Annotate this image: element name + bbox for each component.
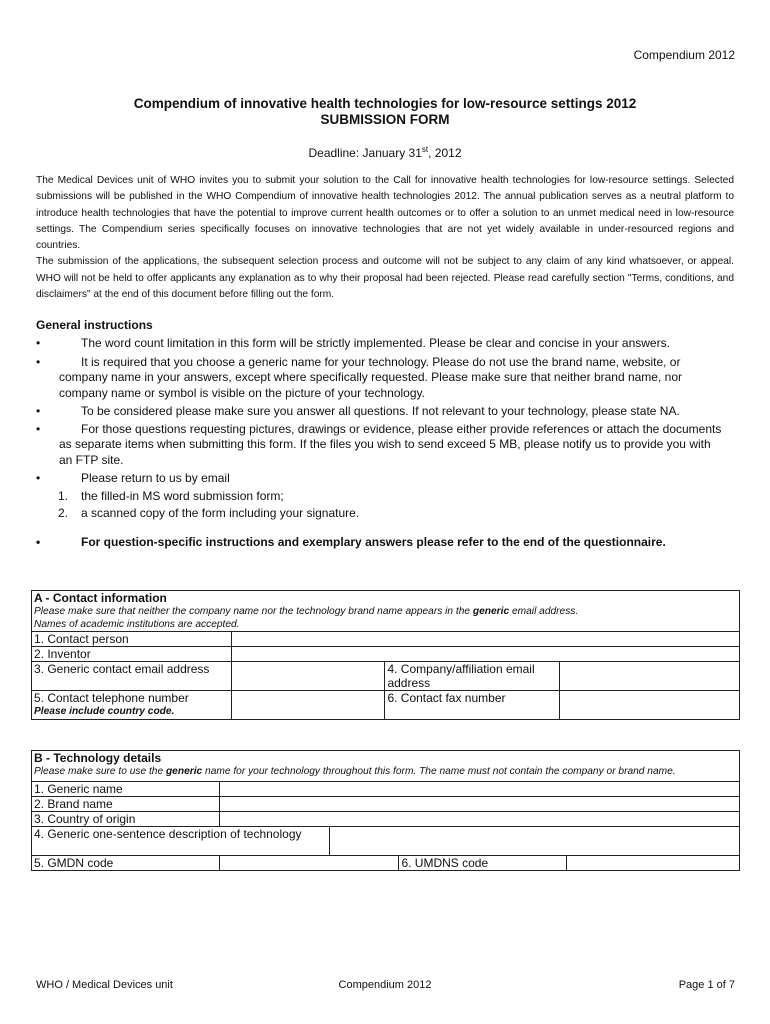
country-field[interactable] xyxy=(219,812,739,827)
deadline-ordinal: st xyxy=(421,145,429,154)
telephone-label xyxy=(32,691,232,720)
intro-text xyxy=(36,173,734,303)
bullet-marker: • xyxy=(36,336,41,350)
technology-section-note: Please make sure to use the generic name for your technology throughout this form. The name must not contain the company or brand name. xyxy=(34,766,676,777)
deadline xyxy=(0,145,770,160)
bullet-marker: • xyxy=(36,471,41,485)
telephone-label-text: 5. Contact telephone number xyxy=(34,691,189,705)
generic-name-field[interactable] xyxy=(219,782,739,797)
inventor-label: 2. Inventor xyxy=(32,647,232,662)
footer-center: Compendium 2012 xyxy=(338,979,432,991)
telephone-note: Please include country code. xyxy=(34,706,175,717)
deadline-suffix: , 2012 xyxy=(428,146,462,160)
umdns-field[interactable] xyxy=(567,856,740,871)
page-number: Page 1 of 7 xyxy=(678,979,735,991)
contact-person-field[interactable] xyxy=(231,632,739,647)
instruction-text: For those questions requesting pictures, drawings or evidence, please either provide references or attach the documents as separate items when submitting this form. If the files you wish to send exceed 5 MB, please notify us to provide you with an FTP site. xyxy=(59,422,722,467)
brand-name-label: 2. Brand name xyxy=(32,797,220,812)
instruction-bullet xyxy=(36,355,726,401)
instruction-text: It is required that you choose a generic name for your technology. Please do not use the brand name, website, or company name in your answers, except where specifically requested. Please make sure that neither brand name, nor company name or symbol is visible on the picture of your technology. xyxy=(59,355,682,400)
instruction-text: Please return to us by email xyxy=(81,471,230,485)
deadline-prefix: Deadline: January 31 xyxy=(308,146,422,160)
fax-field[interactable] xyxy=(560,691,740,720)
technology-section-title: B - Technology details xyxy=(34,751,162,765)
gmdn-label: 5. GMDN code xyxy=(32,856,220,871)
inventor-field[interactable] xyxy=(231,647,739,662)
country-label: 3. Country of origin xyxy=(32,812,220,827)
return-item-text: the filled-in MS word submission form; xyxy=(81,489,284,503)
generic-email-label: 3. Generic contact email address xyxy=(32,662,232,691)
instruction-text: The word count limitation in this form will be strictly implemented. Please be clear and concise in your answers. xyxy=(81,336,670,350)
intro-paragraph-2: The submission of the applications, the subsequent selection process and outcome will not be subject to any claim of any kind whatsoever, or appeal. WHO will not be held to offer applicants any explanation as to why their proposal had been rejected. Please read carefully section "Terms, conditions, and disclaimers" at the end of this document before filling out the form. xyxy=(36,256,734,301)
return-item-number: 2. xyxy=(58,506,69,520)
technology-details-table xyxy=(31,750,740,871)
instruction-bullet xyxy=(36,422,726,468)
contact-section-header xyxy=(32,591,740,632)
generic-email-field[interactable] xyxy=(231,662,385,691)
contact-section-note: Please make sure that neither the company name nor the technology brand name appears in the generic email address. Names of academic institutions are accepted. xyxy=(34,606,579,630)
bullet-marker: • xyxy=(36,355,41,369)
footer-left: WHO / Medical Devices unit xyxy=(36,979,173,991)
return-item xyxy=(58,489,284,503)
company-email-label: 4. Company/affiliation email address xyxy=(385,662,560,691)
general-instructions-heading: General instructions xyxy=(36,318,153,332)
return-item xyxy=(58,506,359,520)
return-item-number: 1. xyxy=(58,489,69,503)
instruction-bullet xyxy=(36,471,726,486)
running-header: Compendium 2012 xyxy=(633,48,735,62)
return-item-text: a scanned copy of the form including your signature. xyxy=(81,506,360,520)
instruction-bullet xyxy=(36,404,726,419)
brand-name-field[interactable] xyxy=(219,797,739,812)
intro-paragraph-1: The Medical Devices unit of WHO invites you to submit your solution to the Call for innovative health technologies for low-resource settings. Selected submissions will be published in the WHO Compendium of innovative health technologies 2012. The annual publication serves as a neutral platform to introduce health technologies that have the potential to improve current health outcomes or to offer a solution to an unmet medical need in low-resource settings. The Compendium series specifically focuses on innovative technologies that are not yet widely available in under-resourced regions and countries. xyxy=(36,175,734,252)
bullet-marker: • xyxy=(36,404,41,418)
document-subtitle: SUBMISSION FORM xyxy=(320,112,450,127)
fax-label: 6. Contact fax number xyxy=(385,691,560,720)
instruction-text: To be considered please make sure you answer all questions. If not relevant to your technology, please state NA. xyxy=(81,404,680,418)
company-email-field[interactable] xyxy=(560,662,740,691)
instruction-bullet xyxy=(36,336,726,351)
telephone-field[interactable] xyxy=(231,691,385,720)
contact-information-table xyxy=(31,590,740,720)
description-field[interactable] xyxy=(329,827,739,856)
technology-section-header xyxy=(32,751,740,782)
contact-person-label: 1. Contact person xyxy=(32,632,232,647)
bullet-marker: • xyxy=(36,422,41,436)
bullet-marker: • xyxy=(36,535,41,549)
generic-name-label: 1. Generic name xyxy=(32,782,220,797)
umdns-label: 6. UMDNS code xyxy=(399,856,567,871)
document-title: Compendium of innovative health technologies for low-resource settings 2012 xyxy=(133,96,637,111)
gmdn-field[interactable] xyxy=(219,856,399,871)
instruction-text: For question-specific instructions and exemplary answers please refer to the end of the questionnaire. xyxy=(81,535,666,549)
description-label: 4. Generic one-sentence description of technology xyxy=(32,827,330,856)
instruction-bullet-final xyxy=(36,535,726,550)
contact-section-title: A - Contact information xyxy=(34,591,167,605)
